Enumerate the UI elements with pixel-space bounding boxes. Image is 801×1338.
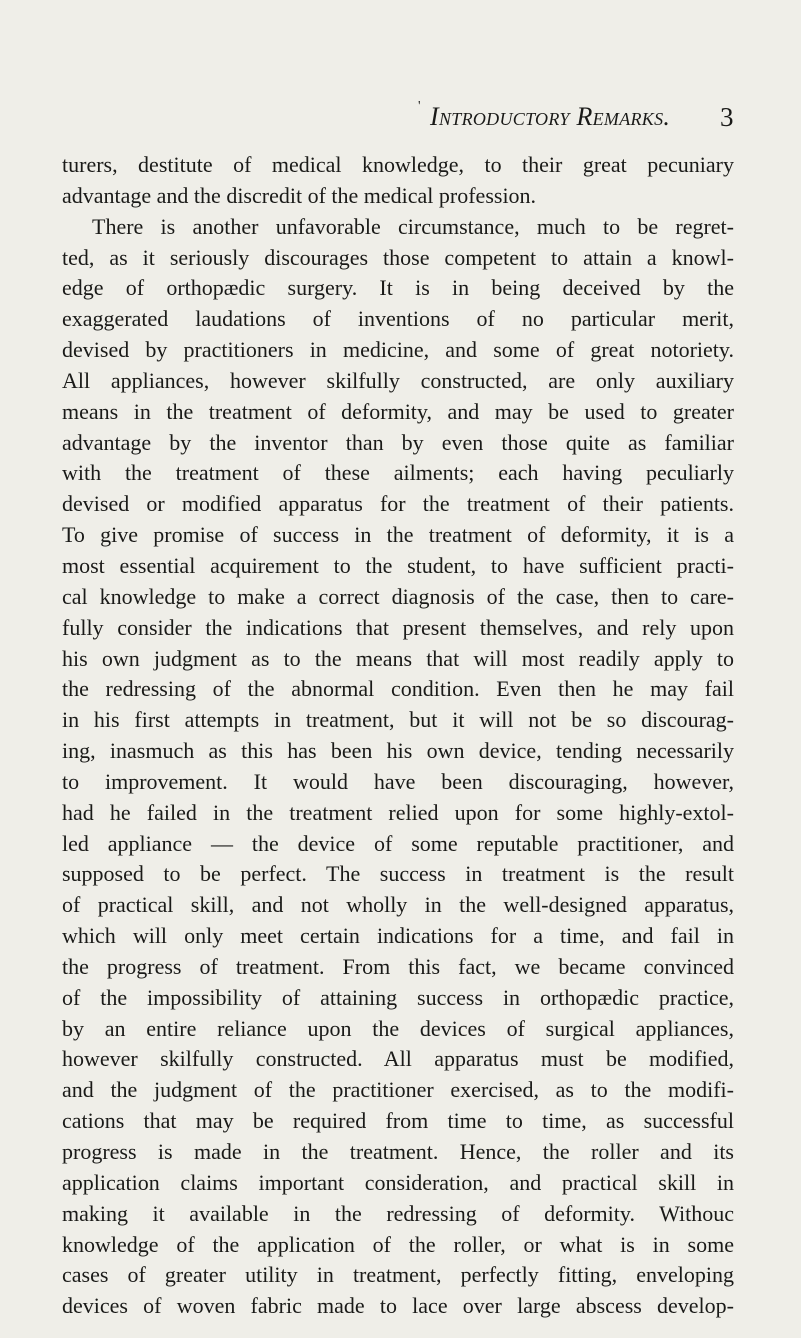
text-line: making it available in the redressing of deformity. Withouc — [62, 1200, 734, 1226]
text-line: knowledge of the application of the roller, or what is in some — [62, 1231, 734, 1257]
body-text — [62, 150, 734, 1322]
running-head — [0, 96, 801, 136]
text-line: advantage and the discredit of the medical profession. — [62, 182, 537, 208]
text-line: in his first attempts in treatment, but it will not be so discourag- — [62, 707, 734, 733]
text-line: To give promise of success in the treatment of deformity, it is a — [62, 522, 734, 548]
text-line: progress is made in the treatment. Hence, the roller and its — [62, 1139, 734, 1164]
text-line: application claims important consideration, and practical skill in — [62, 1169, 734, 1195]
text-line: led appliance — the device of some reputable practitioner, and — [62, 830, 734, 856]
text-line: which will only meet certain indications for a time, and fail in — [62, 923, 734, 949]
text-line: fully consider the indications that present themselves, and rely upon — [62, 614, 734, 640]
text-line: devised by practitioners in medicine, and some of great notoriety. — [62, 337, 734, 363]
text-line: by an entire reliance upon the devices of surgical appliances, — [62, 1015, 734, 1041]
text-line: turers, destitute of medical knowledge, to their great pecuniary — [62, 152, 734, 177]
text-line: to improvement. It would have been discouraging, however, — [62, 768, 734, 794]
text-line: the progress of treatment. From this fact, we became convinced — [62, 953, 734, 979]
text-line: and the judgment of the practitioner exercised, as to the modifi- — [62, 1077, 734, 1103]
text-line: means in the treatment of deformity, and may be used to greater — [62, 398, 734, 424]
text-line: edge of orthopædic surgery. It is in being deceived by the — [62, 275, 734, 301]
text-line: of the impossibility of attaining success in orthopædic practice, — [62, 984, 734, 1010]
text-line: There is another unfavorable circumstance, much to be regret- — [92, 213, 734, 239]
text-line: had he failed in the treatment relied upon for some highly-extol- — [62, 799, 734, 825]
text-line: however skilfully constructed. All apparatus must be modified, — [62, 1046, 734, 1072]
text-line: devised or modified apparatus for the treatment of their patients. — [62, 491, 734, 517]
running-title: Introductory Remarks. — [430, 102, 671, 131]
text-line: of practical skill, and not wholly in the well-designed apparatus, — [62, 892, 734, 918]
text-line: with the treatment of these ailments; each having peculiarly — [62, 460, 734, 486]
text-line: exaggerated laudations of inventions of no particular merit, — [62, 306, 734, 332]
text-line: most essential acquirement to the student, to have sufficient practi- — [62, 552, 734, 578]
text-line: cases of greater utility in treatment, perfectly fitting, enveloping — [62, 1262, 734, 1288]
text-line: ing, inasmuch as this has been his own device, tending necessarily — [62, 738, 734, 764]
text-line: All appliances, however skilfully constructed, are only auxiliary — [62, 367, 734, 393]
text-line: cal knowledge to make a correct diagnosis of the case, then to care- — [62, 583, 734, 609]
text-line: devices of woven fabric made to lace over large abscess develop- — [62, 1293, 734, 1319]
text-line: supposed to be perfect. The success in treatment is the result — [62, 861, 734, 887]
text-line: the redressing of the abnormal condition. Even then he may fail — [62, 676, 734, 702]
page-number: 3 — [720, 102, 734, 132]
text-line: cations that may be required from time to time, as successful — [62, 1108, 734, 1134]
text-line: his own judgment as to the means that will most readily apply to — [62, 645, 734, 671]
text-line: ted, as it seriously discourages those competent to attain a knowl- — [62, 244, 734, 270]
printer-mark: ' — [418, 99, 421, 114]
text-line: advantage by the inventor than by even those quite as familiar — [62, 429, 734, 455]
